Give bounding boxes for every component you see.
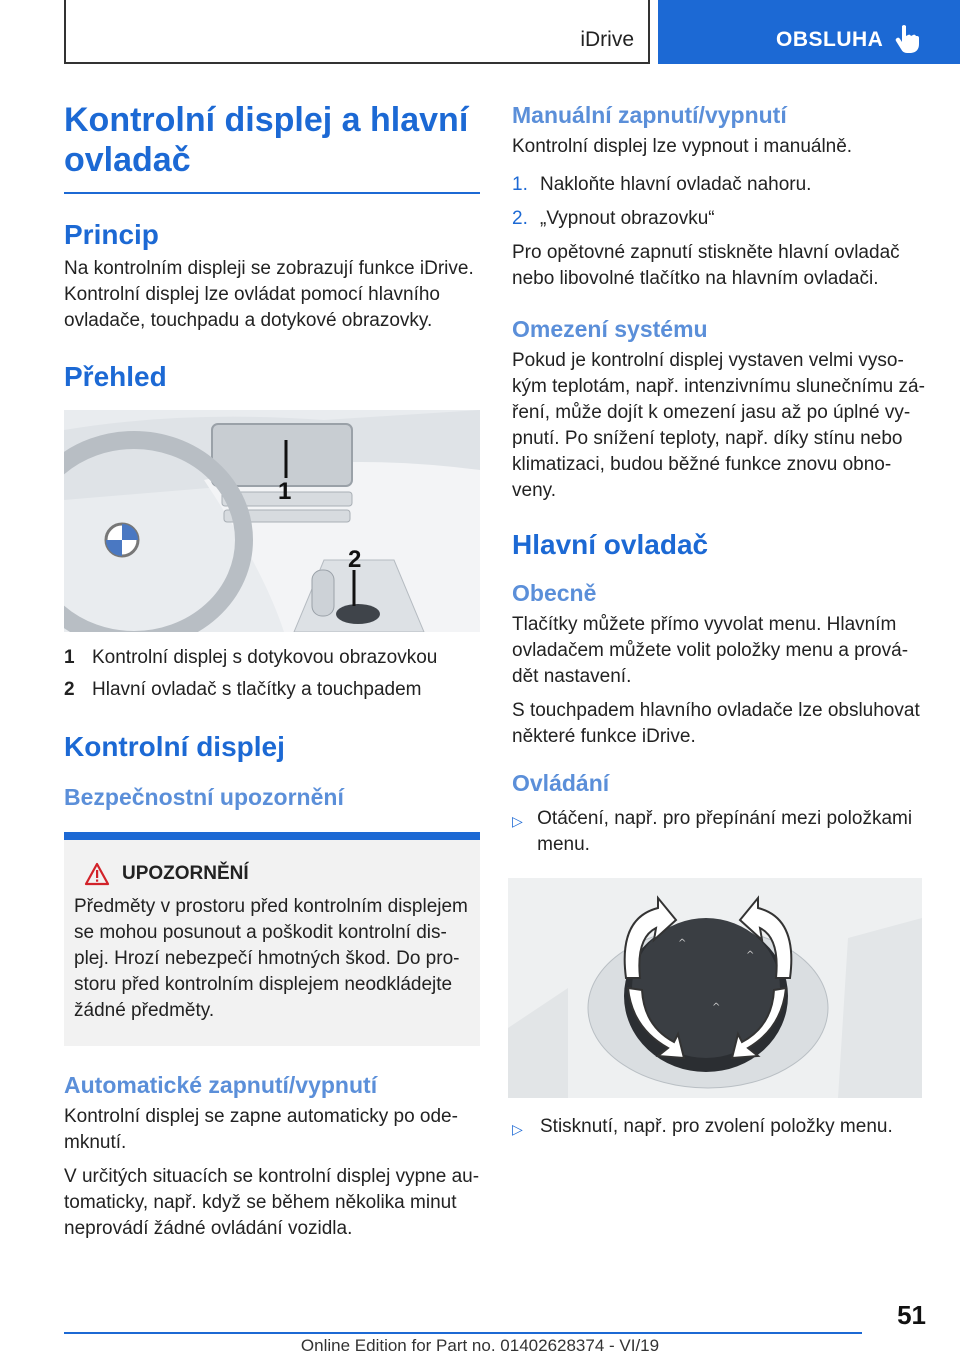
triangle-bullet-icon: ▷ [512,813,523,829]
svg-text:^: ^ [712,1002,721,1013]
overview-legend [64,642,480,706]
callout-1: 1 [278,478,292,505]
step-item [512,172,926,198]
heading-auto: Automatické zapnutí/vypnutí [64,1072,378,1098]
step-text: „Vypnout obrazovku“ [540,208,715,229]
step-number: 1. [512,174,528,195]
bullet-item [512,806,926,858]
triangle-bullet-icon: ▷ [512,1121,523,1137]
princip-text: Na kontrolním displeji se zobrazují funkce iDrive. Kontrolní displej lze ovládat pomocí hlavního ovladače, touchpadu a dotykové obrazovky. [64,258,474,331]
controller-illustration [508,878,922,1098]
heading-hlavni-ovladac: Hlavní ovladač [512,529,709,560]
step-number: 2. [512,208,528,229]
callout-2: 2 [348,546,362,573]
heading-kontrolni-displej: Kontrolní displej [64,731,285,762]
manual-after: Pro opětovné zapnutí stiskněte hlavní ovladač nebo libovolné tlačítko na hlavním ovladači. [512,242,900,289]
legend-item [64,642,480,674]
manual-intro: Kontrolní displej lze vypnout i manuálně. [512,136,853,157]
heading-prehled: Přehled [64,361,167,392]
step-text: Nakloňte hlavní ovladač nahoru. [540,174,812,195]
heading-princip: Princip [64,219,159,250]
warning-title: UPOZORNĚNÍ [122,863,249,884]
bullet-text: Otáčení, např. pro přepínání mezi položkami menu. [537,808,913,855]
cockpit-illustration [64,410,480,632]
legend-number: 1 [64,647,75,668]
left-column [64,100,480,1242]
footer-rule [64,1332,862,1334]
footer-edition: Online Edition for Part no. 01402628374 - VI/19 [300,1336,660,1355]
warning-title-row [74,862,470,886]
general-text-1: Tlačítky můžete přímo vyvolat menu. Hlavním ovladačem můžete volit položky menu a prová-dět nastavení. [512,614,909,687]
svg-text:^: ^ [678,938,687,949]
heading-ovladani: Ovládání [512,770,610,796]
legend-number: 2 [64,679,75,700]
warning-body [64,840,480,1046]
auto-text-1: Kontrolní displej se zapne automaticky po ode-mknutí. [64,1106,458,1153]
legend-text: Hlavní ovladač s tlačítky a touchpadem [92,679,422,700]
limits-text: Pokud je kontrolní displej vystaven velmi vyso-kým teplotám, např. intenzivnímu slunečnímu zá-ření, může dojít k omezení jasu až po úplné vy-pnutí. Po snížení teploty, např. díky stínu nebo klimatizaci, budou běžné funkce znovu obno-veny. [512,350,925,501]
chapter-tab-label: OBSLUHA [776,28,884,51]
warning-text: Předměty v prostoru před kontrolním displejem se mohou posunout a poškodit kontrolní dis-plej. Hrozí nebezpečí hmotných škod. Do pro-storu před kontrolním displejem neodkládejte žádné předměty. [74,896,468,1021]
heading-manual: Manuální zapnutí/vypnutí [512,102,787,128]
hand-pointer-icon [894,24,920,54]
heading-bezpecnostni: Bezpečnostní upozornění [64,784,344,810]
svg-text:^: ^ [746,950,755,961]
right-column [512,100,926,1142]
overview-image [64,410,480,632]
header-frame [64,0,650,64]
warning-box [64,832,480,1046]
legend-text: Kontrolní displej s dotykovou obrazovkou [92,647,438,668]
header-section-label: iDrive [580,28,634,51]
legend-item [64,674,480,706]
heading-obecne: Obecně [512,580,597,606]
page-title: Kontrolní displej a hlavní ovladač [64,101,469,179]
warning-triangle-icon [84,862,110,886]
title-rule [64,192,480,194]
warning-bar [64,832,480,840]
header-chapter-tab[interactable] [658,0,960,64]
heading-omezeni: Omezení systému [512,316,708,342]
page-number: 51 [897,1300,926,1330]
bullet-text: Stisknutí, např. pro zvolení položky menu. [540,1116,893,1137]
controller-rotate-image [508,878,922,1098]
bullet-item [512,1114,926,1142]
step-item [512,206,926,232]
general-text-2: S touchpadem hlavního ovladače lze obsluhovat některé funkce iDrive. [512,700,920,747]
auto-text-2: V určitých situacích se kontrolní displej vypne au-tomaticky, např. když se během několika minut neprovádí žádné ovládání vozidla. [64,1166,480,1239]
